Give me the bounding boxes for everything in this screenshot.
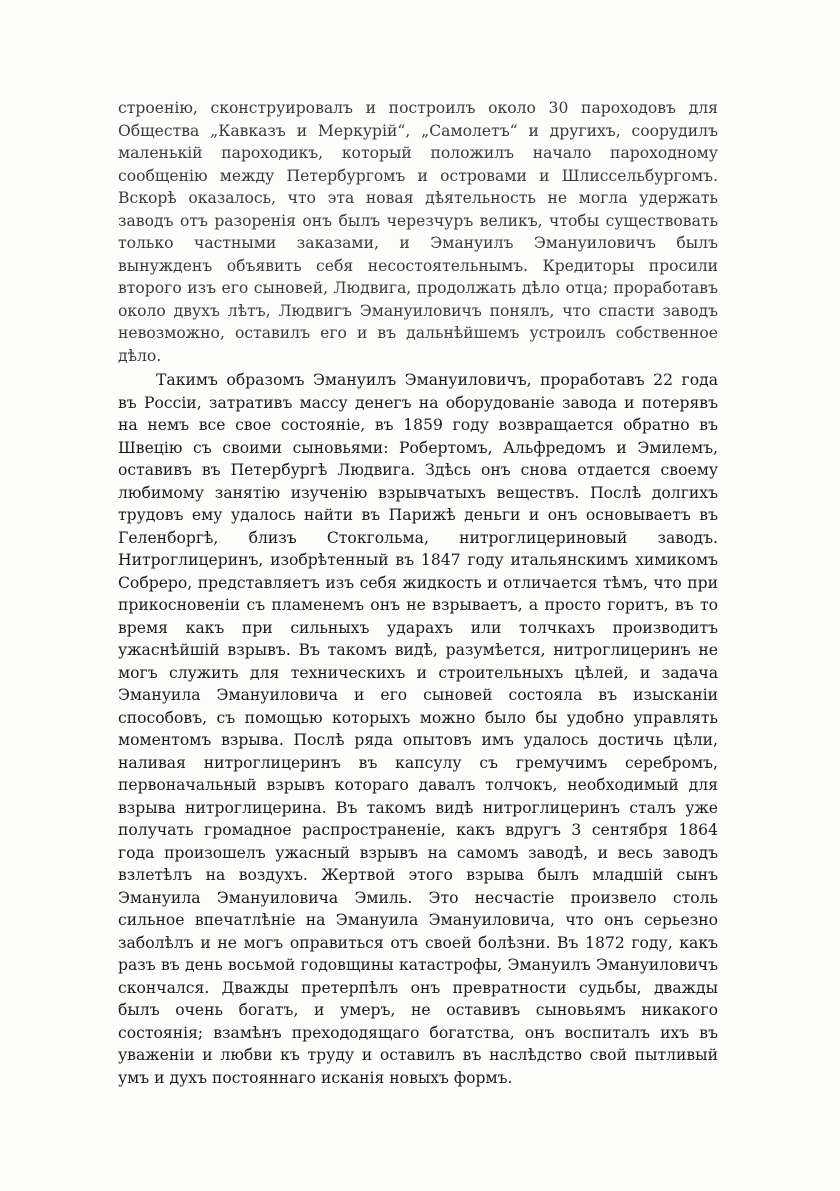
body-text (118, 97, 718, 1089)
paragraph-continuation: строенію, сконструировалъ и построилъ около 30 пароходовъ для Общества „Кавказъ и Меркурій“, „Самолетъ“ и другихъ, соорудилъ маленькій пароходикъ, который положилъ начало пароходному сообщенію между Петербургомъ и островами и Шлиссельбургомъ. Вскорѣ оказалось, что эта новая дѣятельность не могла удержать заводъ отъ разоренія онъ былъ черезчуръ великъ, чтобы существовать только частными заказами, и Эмануилъ Эмануиловичъ былъ вынужденъ объявить себя несостоятельнымъ. Кредиторы просили второго изъ его сыновей, Людвига, продолжать дѣло отца; проработавъ около двухъ лѣтъ, Людвигъ Эмануиловичъ понялъ, что спасти заводъ невозможно, оставилъ его и въ дальнѣйшемъ устроилъ собственное дѣло. (118, 99, 718, 365)
paragraph-emanuel-return: Такимъ образомъ Эмануилъ Эмануиловичъ, проработавъ 22 года въ Россіи, затративъ массу денегъ на оборудованіе завода и потерявъ на немъ все свое состояніе, въ 1859 году возвращается обратно въ Швецію съ своими сыновьями: Робертомъ, Альфредомъ и Эмилемъ, оставивъ въ Петербургѣ Людвига. Здѣсь онъ снова отдается своему любимому занятію изученію взрывчатыхъ веществъ. Послѣ долгихъ трудовъ ему удалось найти въ Парижѣ деньги и онъ основываетъ въ Геленборгѣ, близъ Стокгольма, нитроглицериновый заводъ. Нитроглицеринъ, изобрѣтенный въ 1847 году итальянскимъ химикомъ Собреро, представляетъ изъ себя жидкость и отличается тѣмъ, что при прикосновеніи съ пламенемъ онъ не взрываетъ, а просто горитъ, въ то время какъ при сильныхъ ударахъ или толчкахъ производитъ ужаснѣйшій взрывъ. Въ такомъ видѣ, разумѣется, нитроглицеринъ не могъ служить для техническихъ и строительныхъ цѣлей, и задача Эмануила Эмануиловича и его сыновей состояла въ изысканіи способовъ, съ помощью которыхъ можно было бы удобно управлять моментомъ взрыва. Послѣ ряда опытовъ имъ удалось достичь цѣли, наливая нитроглицеринъ въ капсулу съ гремучимъ серебромъ, первоначальный взрывъ котораго давалъ толчокъ, необходимый для взрыва нитроглицерина. Въ такомъ видѣ нитроглицеринъ сталъ уже получать громадное распространеніе, какъ вдругъ 3 сентября 1864 года произошелъ ужасный взрывъ на самомъ заводѣ, и весь заводъ взлетѣлъ на воздухъ. Жертвой этого взрыва былъ младшій сынъ Эмануила Эмануиловича Эмиль. Это несчастіе произвело столь сильное впечатлѣніе на Эмануила Эмануиловича, что онъ серьезно заболѣлъ и не могъ оправиться отъ своей болѣзни. Въ 1872 году, какъ разъ въ день восьмой годовщины катастрофы, Эмануилъ Эмануиловичъ скончался. Дважды претерпѣлъ онъ превратности судьбы, дважды былъ очень богатъ, и умеръ, не оставивъ сыновьямъ никакого состоянія; взамѣнъ прехододящаго богатства, онъ воспиталъ ихъ въ уваженіи и любви къ труду и оставилъ въ наслѣдство свой пытливый умъ и духъ постояннаго исканія новыхъ формъ. (118, 371, 718, 1087)
